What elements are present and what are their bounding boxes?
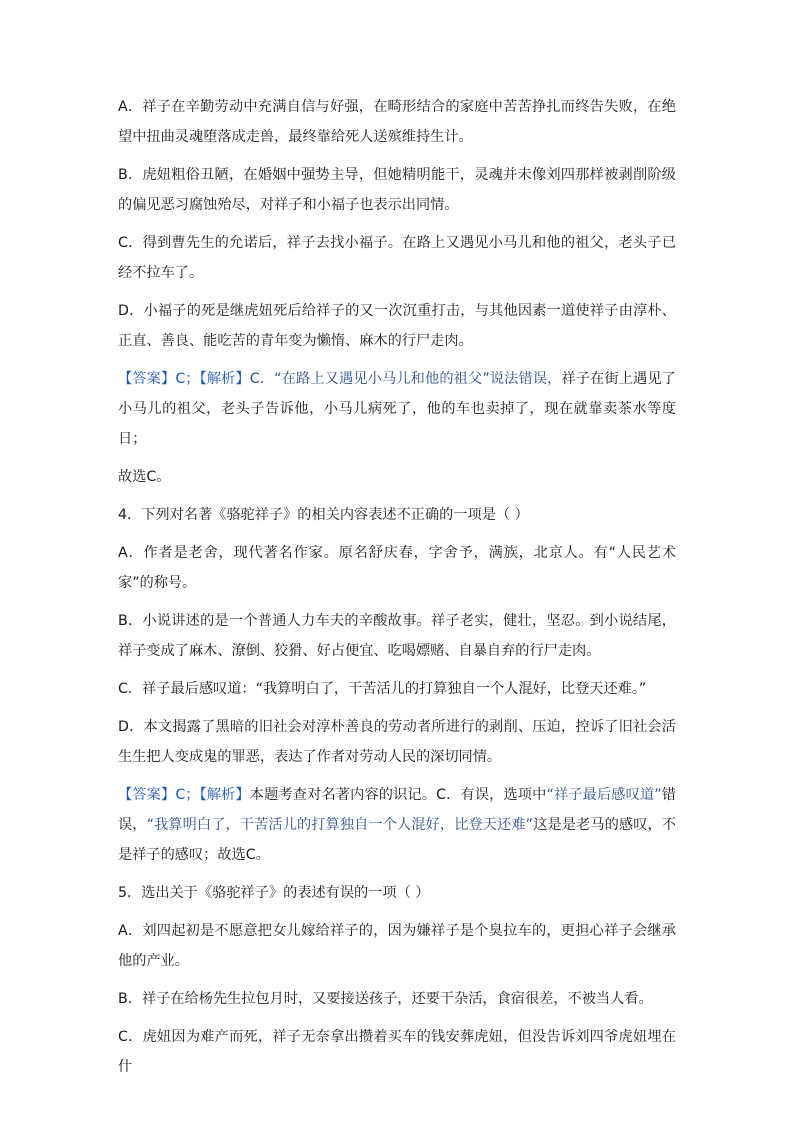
- q3-analysis-rest: 祥子在街上遇见了小马儿的祖父，老头子告诉他，小马儿病死了，他的车也卖掉了，现在就靠卖茶水等度日；: [118, 371, 676, 447]
- q5-option-b: B．祥子在给杨先生拉包月时，又要接送孩子，还要干杂活，食宿很差，不被当人看。: [118, 991, 653, 1007]
- q3-option-d: D．小福子的死是继虎妞死后给祥子的又一次沉重打击，与其他因素一道使祥子由淳朴、正直、善良、能吃苦的青年变为懒惰、麻木的行尸走肉。: [118, 303, 676, 349]
- q4-analysis-3: 这是是老马的感叹，不是祥子的感叹；故选C。: [118, 817, 676, 863]
- q4-analysis-1: 本题考查对名著内容的识记。C．有误，选项中: [249, 787, 547, 803]
- q3-option-c: C．得到曹先生的允诺后，祥子去找小福子。在路上又遇见小马儿和他的祖父，老头子已经不拉车了。: [118, 235, 676, 281]
- q3-option-a: A．祥子在辛勤劳动中充满自信与好强，在畸形结合的家庭中苦苦挣扎而终告失败，在绝望中扭曲灵魂堕落成走兽，最终靠给死人送殡维持生计。: [118, 99, 676, 145]
- q4-analysis-quote-1: “祥子最后感叹道”: [546, 787, 662, 803]
- q3-analysis: C．“在路上又遇见小马儿和他的祖父”说法错误，: [249, 371, 562, 387]
- q4-answer-block: [118, 780, 676, 870]
- q4-analysis-quote-2: “我算明白了，干苦活儿的打算独自一个人混好，比登天还难”: [146, 817, 534, 833]
- q4-answer-label: 【答案】C；【解析】: [118, 787, 250, 803]
- q5-option-a: A．刘四起初是不愿意把女儿嫁给祥子的，因为嫌祥子是个臭拉车的，更担心祥子会继承他的产业。: [118, 923, 676, 969]
- q4-option-b: B．小说讲述的是一个普通人力车夫的辛酸故事。祥子老实，健壮，坚忍。到小说结尾，祥子变成了麻木、潦倒、狡猾、好占便宜、吃喝嫖赌、自暴自弃的行尸走肉。: [118, 613, 676, 659]
- q3-option-b: B．虎妞粗俗丑陋，在婚姻中强势主导，但她精明能干，灵魂并未像刘四那样被剥削阶级的偏见恶习腐蚀殆尽，对祥子和小福子也表示出同情。: [118, 167, 676, 213]
- q3-answer-block: [118, 364, 676, 454]
- q5-option-c: C．虎妞因为难产而死，祥子无奈拿出攒着买车的钱安葬虎妞，但没告诉刘四爷虎妞埋在什: [118, 1029, 676, 1075]
- q3-conclusion: 故选C。: [118, 469, 171, 485]
- q4-stem: 4．下列对名著《骆驼祥子》的相关内容表述不正确的一项是（ ）: [118, 507, 529, 523]
- q5-stem: 5．选出关于《骆驼祥子》的表述有误的一项（ ）: [118, 885, 430, 901]
- q4-option-d: D．本文揭露了黑暗的旧社会对淳朴善良的劳动者所进行的剥削、压迫，控诉了旧社会活生生把人变成鬼的罪恶，表达了作者对劳动人民的深切同情。: [118, 719, 676, 765]
- q3-answer-label: 【答案】C；【解析】: [118, 371, 250, 387]
- document-page: [118, 92, 676, 1090]
- q4-option-c: C．祥子最后感叹道：“我算明白了，干苦活儿的打算独自一个人混好，比登天还难。”: [118, 681, 647, 697]
- q4-option-a: A．作者是老舍，现代著名作家。原名舒庆春，字舍予，满族，北京人。有“人民艺术家”的称号。: [118, 545, 676, 591]
- q4-analysis-2: 错误，: [118, 787, 676, 833]
